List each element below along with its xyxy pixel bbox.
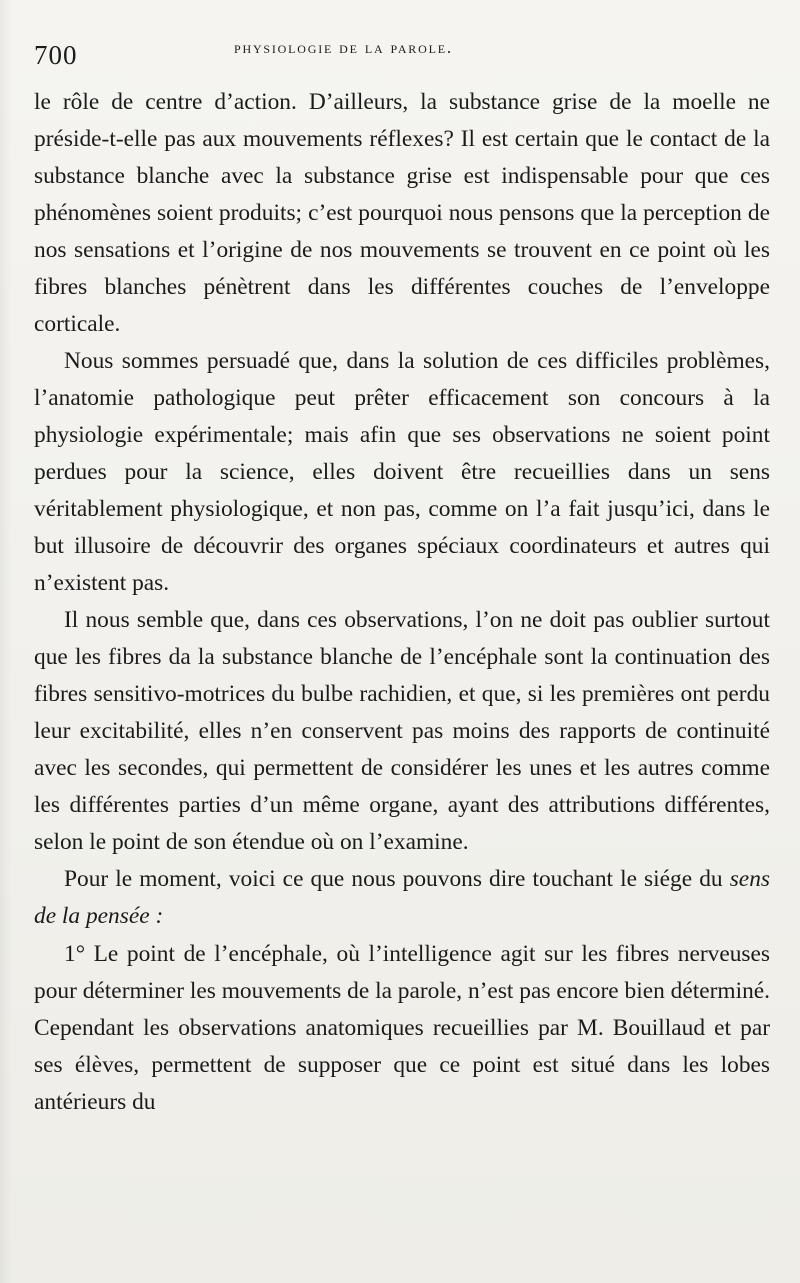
sens-de-la-pensee: sens de la pensée : <box>34 866 770 929</box>
paragraph-moment <box>34 861 770 935</box>
page-number: 700 <box>34 40 78 70</box>
page-gutter-shadow <box>0 0 12 1283</box>
paragraph-anatomy: Nous sommes persuadé que, dans la solution de ces difficiles problèmes, l’anatomie pathologique peut prêter efficacement son concours à la physiologie expérimentale; mais afin que ses observations ne soient point perdues pour la science, elles doivent être recueillies dans un sens véritablement physiologique, et non pas, comme on l’a fait jusqu’ici, dans le but illusoire de découvrir des organes spéciaux coordinateurs et autres qui n’existent pas. <box>34 348 770 596</box>
paragraph-fibres: Il nous semble que, dans ces observations, l’on ne doit pas oublier surtout que les fibres da la substance blanche de l’encéphale sont la continuation des fibres sensitivo-motrices du bulbe rachidien, et que, si les premières ont perdu leur excitabilité, elles n’en conservent pas moins des rapports de continuité avec les secondes, qui permettent de considérer les unes et les autres comme les différentes parties d’un même organe, ayant des attributions différentes, selon le point de son étendue où on l’examine. <box>34 607 770 855</box>
paragraph-point-one: 1° Le point de l’encéphale, où l’intelligence agit sur les fibres nerveuses pour déterminer les mouvements de la parole, n’est pas encore bien déterminé. Cependant les observations anatomiques recueillies par M. Bouillaud et par ses élèves, permettent de supposer que ce point est situé dans les lobes antérieurs du <box>34 941 770 1115</box>
moment-lead: Pour le moment, voici ce que nous pouvons dire touchant le siége du <box>64 866 723 892</box>
running-head <box>34 30 770 70</box>
body-text <box>34 84 770 1121</box>
running-title: physiologie de la parole. <box>234 38 453 57</box>
paragraph-continuation: le rôle de centre d’action. D’ailleurs, la substance grise de la moelle ne préside-t-elle pas aux mouvements réflexes? Il est certain que le contact de la substance blanche avec la substance grise est indispensable pour que ces phénomènes soient produits; c’est pourquoi nous pensons que la perception de nos sensations et l’origine de nos mouvements se trouvent en ce point où les fibres blanches pénètrent dans les différentes couches de l’enveloppe corticale. <box>34 89 770 337</box>
